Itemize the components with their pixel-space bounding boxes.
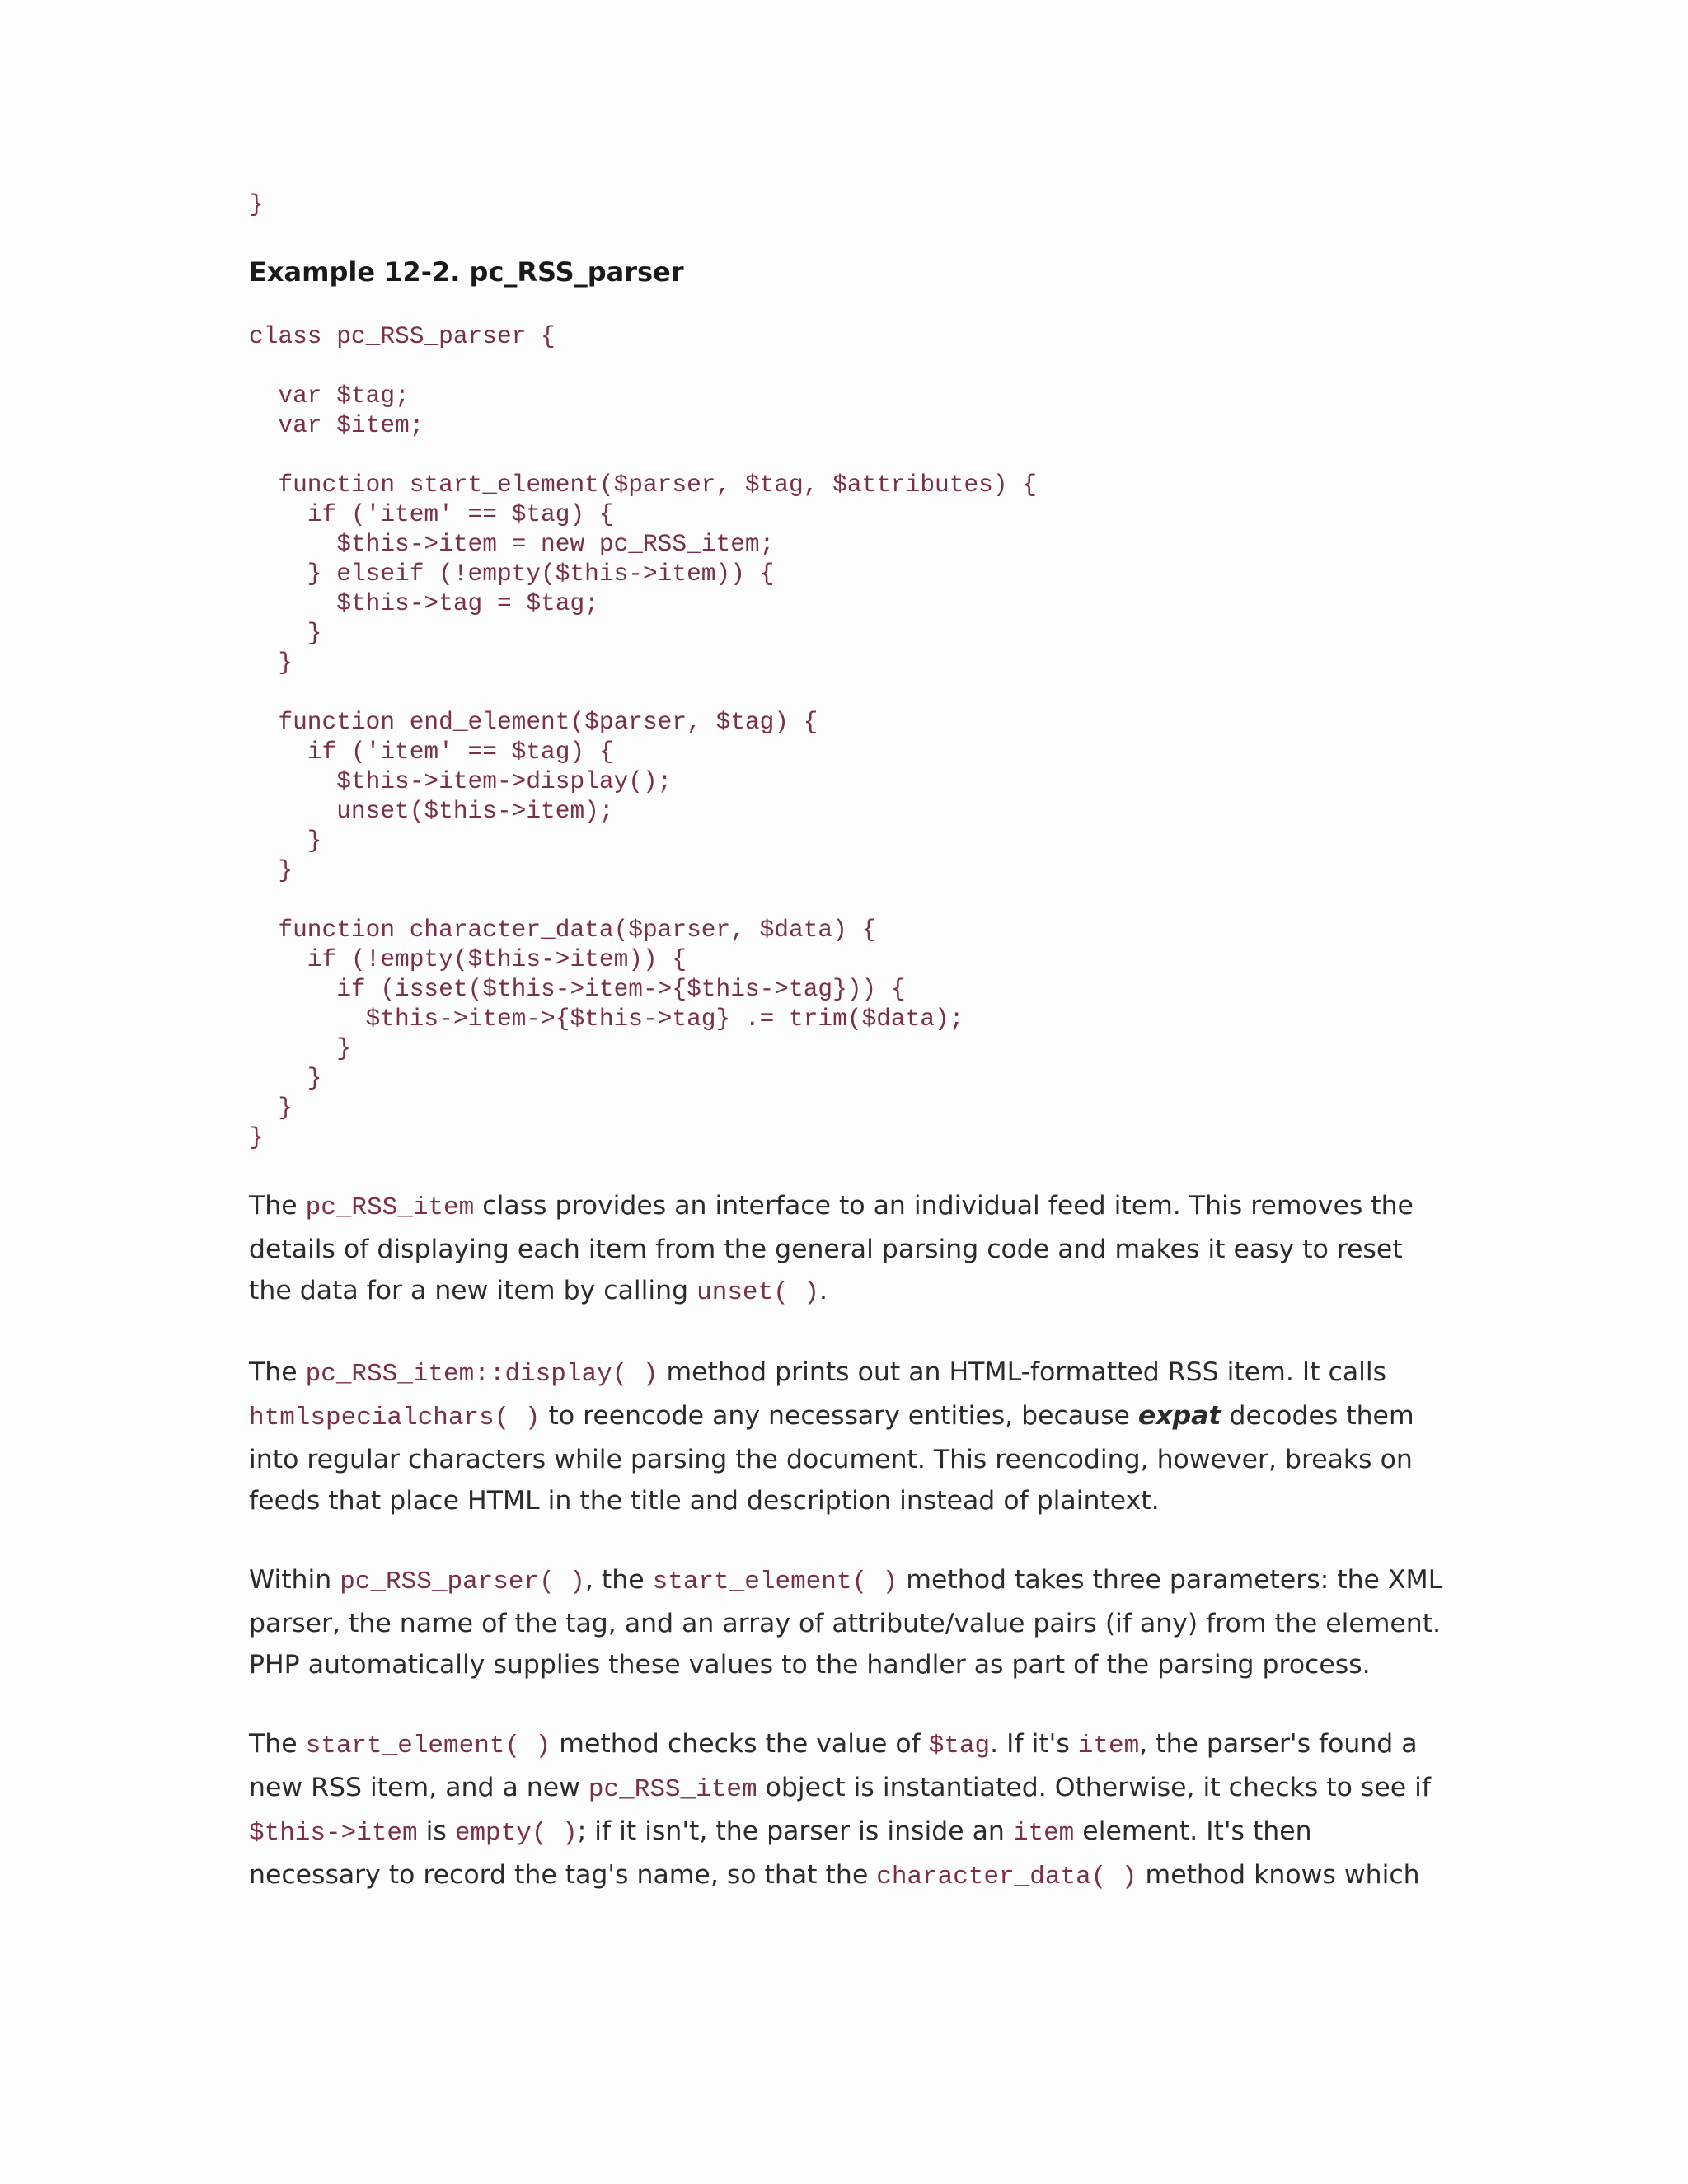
inline-code: $this->item [249,1819,418,1848]
document-page [249,190,1444,1898]
text-run: method prints out an HTML-formatted RSS item. It calls [658,1357,1387,1387]
text-run: . If it's [990,1729,1078,1759]
inline-code: pc_RSS_item::display( ) [305,1360,659,1389]
paragraph [249,1352,1444,1521]
paragraph [249,1559,1444,1685]
inline-code: pc_RSS_item [588,1775,757,1804]
text-run: method checks the value of [551,1729,929,1759]
text-run: ; if it isn't, the parser is inside an [577,1816,1013,1846]
text-run: . [818,1276,828,1305]
code-fragment-closing-brace: } [249,190,264,218]
inline-code: htmlspecialchars( ) [249,1404,541,1432]
text-run: The [249,1357,306,1387]
text-run: method knows which [1137,1860,1420,1890]
inline-code: character_data( ) [876,1863,1137,1891]
inline-code: $tag [928,1732,991,1760]
paragraph [249,1185,1444,1314]
text-run: The [249,1191,306,1221]
text-run: class provides an interface to an individual feed item. This removes the details of displaying each item from the general parsing code and makes it easy to reset the data for a new item by calling [249,1191,1414,1305]
inline-code: empty( ) [454,1819,578,1848]
inline-code: start_element( ) [305,1732,551,1760]
text-run: Within [249,1565,340,1595]
inline-code: item [1012,1819,1075,1848]
text-run: The [249,1729,306,1759]
text-run: decodes them into regular characters while parsing the document. This reencoding, however, breaks on feeds that place HTML in the title and description instead of plaintext. [249,1401,1414,1516]
code-listing: class pc_RSS_parser { var $tag; var $item; function start_element($parser, $tag, $attributes) { if ('item' == $tag) { $this->item = new pc_RSS_item; } elseif (!empty($this->item)) { $this->tag = $tag; } } function end_element($parser, $tag) { if ('item' == $tag) { $this->item->display(); unset($this->item); } } function character_data($parser, $data) { if (!empty($this->item)) { if (isset($this->item->{$this->tag})) { $this->item->{$this->tag} .= trim($data); } } } } [249,322,1037,1151]
example-title: Example 12-2. pc_RSS_parser [249,256,684,288]
emphasized-term: expat [1137,1401,1221,1431]
text-run: , the parser's found a new RSS item, and a new [249,1729,1418,1802]
text-run: to reencode any necessary entities, because [540,1401,1138,1431]
paragraph [249,1723,1444,1898]
text-run: object is instantiated. Otherwise, it checks to see if [757,1773,1431,1802]
text-run: is [417,1816,455,1846]
inline-code: unset( ) [696,1278,819,1307]
text-run: method takes three parameters: the XML parser, the name of the tag, and an array of attribute/value pairs (if any) from the element. PHP automatically supplies these values to the handler as part of the parsing process. [249,1565,1443,1680]
inline-code: item [1077,1732,1140,1760]
text-run: , the [584,1565,653,1595]
inline-code: start_element( ) [652,1568,898,1596]
text-run: element. It's then necessary to record the tag's name, so that the [249,1816,1312,1890]
inline-code: pc_RSS_parser( ) [340,1568,585,1596]
inline-code: pc_RSS_item [305,1193,475,1222]
